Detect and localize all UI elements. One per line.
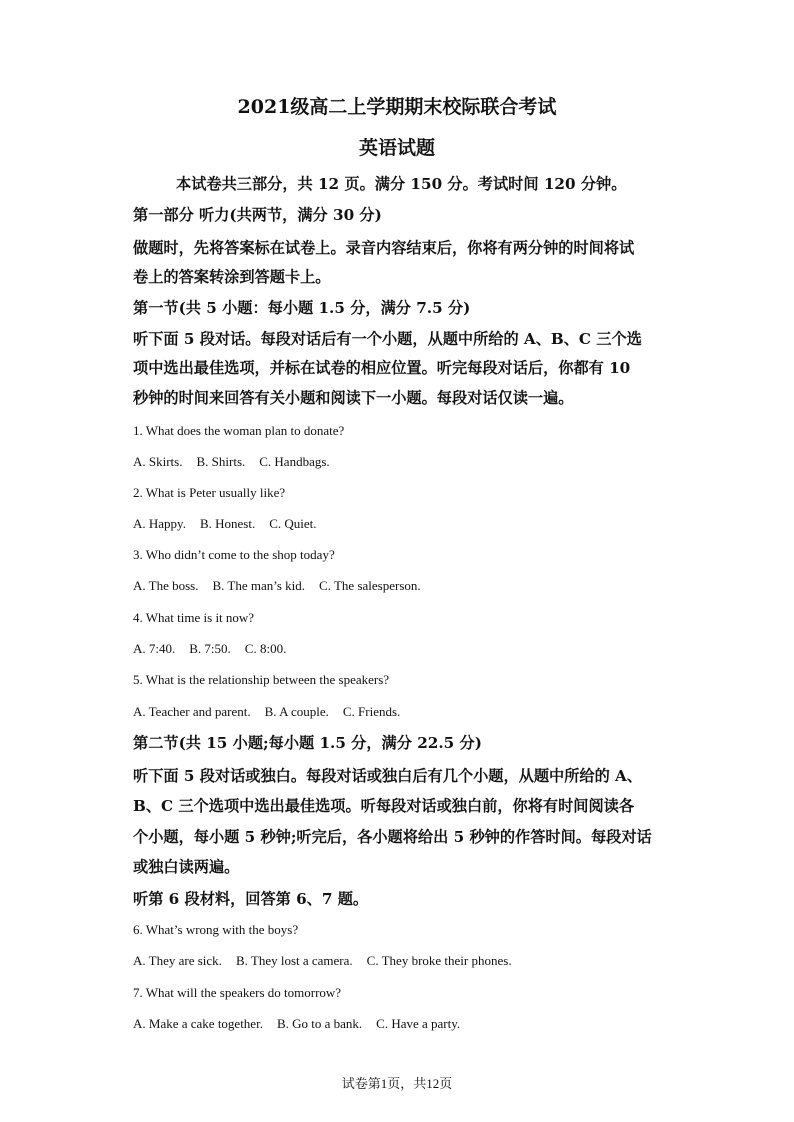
option-b: B. They lost a camera. [235,953,353,968]
option-b: B. Shirts. [196,454,246,469]
page-footer: 试卷第1页，共12页 [341,1076,453,1091]
question-6: 6. What’s wrong with the boys? [133,922,299,937]
question-5-options [133,704,414,720]
section2-heading: 第二节(共 15 小题;每小题 1.5 分，满分 22.5 分) [133,734,482,752]
question-3-options [133,578,435,594]
section1-instruction-line: 听下面 5 段对话。每段对话后有一个小题，从题中所给的 A、B、C 三个选 [133,330,642,348]
exam-intro: 本试卷共三部分，共 12 页。满分 150 分。考试时间 120 分钟。 [176,175,627,193]
option-a: A. They are sick. [133,953,222,968]
exam-title: 2021级高二上学期期末校际联合考试 [237,96,557,118]
question-2-options [133,516,331,532]
option-c: C. Friends. [342,704,401,719]
option-a: A. The boss. [133,578,199,593]
question-4: 4. What time is it now? [133,610,255,625]
option-c: C. The salesperson. [319,578,421,593]
option-a: A. Skirts. [133,454,183,469]
option-b: B. The man’s kid. [212,578,306,593]
question-1: 1. What does the woman plan to donate? [133,423,345,438]
option-c: C. They broke their phones. [366,953,512,968]
section1-heading: 第一节(共 5 小题：每小题 1.5 分，满分 7.5 分) [133,299,471,317]
part1-heading: 第一部分 听力(共两节，满分 30 分) [133,206,382,224]
question-3: 3. Who didn’t come to the shop today? [133,547,335,562]
option-c: C. Handbags. [259,454,330,469]
question-7-options [133,1016,474,1032]
section1-instruction-line: 项中选出最佳选项，并标在试卷的相应位置。听完每段对话后，你都有 10 [133,359,631,377]
section2-instruction-line: B、C 三个选项中选出最佳选项。听每段对话或独白前，你将有时间阅读各 [133,797,635,815]
option-b: B. A couple. [264,704,329,719]
section1-instruction-line: 秒钟的时间来回答有关小题和阅读下一小题。每段对话仅读一遍。 [133,389,574,407]
option-b: B. 7:50. [189,641,231,656]
question-1-options [133,454,344,470]
material-heading: 听第 6 段材料，回答第 6、7 题。 [133,890,369,908]
option-c: C. Quiet. [269,516,317,531]
exam-subtitle: 英语试题 [358,137,435,159]
option-b: B. Go to a bank. [276,1016,363,1031]
question-2: 2. What is Peter usually like? [133,485,286,500]
option-b: B. Honest. [199,516,256,531]
question-4-options [133,641,300,657]
part1-instruction-line: 做题时，先将答案标在试卷上。录音内容结束后，你将有两分钟的时间将试 [133,239,635,257]
part1-instruction-line: 卷上的答案转涂到答题卡上。 [133,268,331,286]
option-c: C. Have a party. [376,1016,461,1031]
question-7: 7. What will the speakers do tomorrow? [133,985,342,1000]
section2-instruction-line: 听下面 5 段对话或独白。每段对话或独白后有几个小题，从题中所给的 A、 [133,767,643,785]
option-a: A. Make a cake together. [133,1016,263,1031]
option-c: C. 8:00. [244,641,287,656]
option-a: A. Happy. [133,516,186,531]
question-5: 5. What is the relationship between the speakers? [133,672,390,687]
section2-instruction-line: 或独白读两遍。 [133,858,240,876]
option-a: A. Teacher and parent. [133,704,251,719]
question-6-options [133,953,526,969]
section2-instruction-line: 个小题，每小题 5 秒钟;听完后，各小题将给出 5 秒钟的作答时间。每段对话 [133,828,652,846]
option-a: A. 7:40. [133,641,176,656]
